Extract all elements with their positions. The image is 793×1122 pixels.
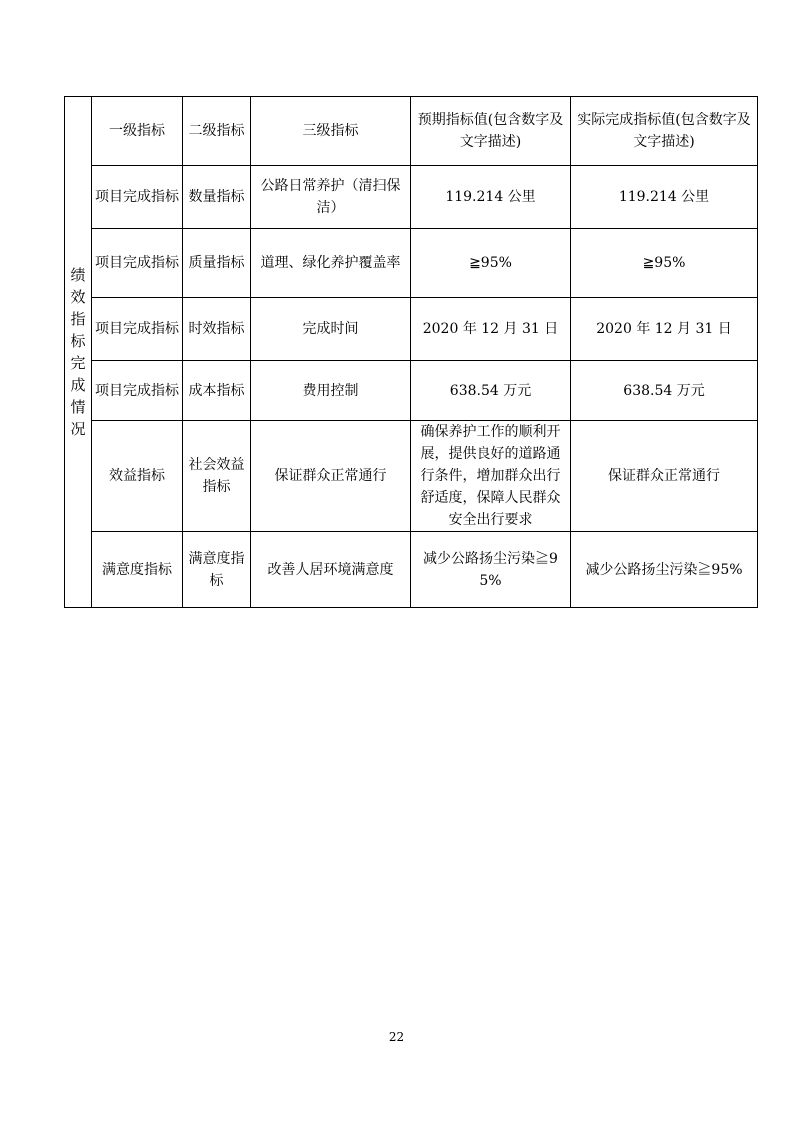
table-row <box>65 532 758 608</box>
cell-level1: 项目完成指标 <box>92 361 183 421</box>
header-level3: 三级指标 <box>251 97 411 166</box>
cell-actual: ≧95% <box>571 229 758 298</box>
cell-actual: 2020 年 12 月 31 日 <box>571 298 758 361</box>
cell-level2: 数量指标 <box>183 166 251 229</box>
table-row <box>65 421 758 532</box>
header-level2: 二级指标 <box>183 97 251 166</box>
cell-expected: 119.214 公里 <box>411 166 571 229</box>
cell-level2: 成本指标 <box>183 361 251 421</box>
performance-indicator-table <box>64 96 758 608</box>
cell-expected: 确保养护工作的顺利开展，提供良好的道路通行条件，增加群众出行舒适度，保障人民群众安全出行要求 <box>411 421 571 532</box>
cell-level1: 效益指标 <box>92 421 183 532</box>
cell-level3: 费用控制 <box>251 361 411 421</box>
header-expected: 预期指标值(包含数字及文字描述) <box>411 97 571 166</box>
side-label-cell <box>65 97 92 608</box>
cell-actual: 减少公路扬尘污染≧95% <box>571 532 758 608</box>
cell-actual: 638.54 万元 <box>571 361 758 421</box>
cell-level3: 公路日常养护（清扫保洁） <box>251 166 411 229</box>
cell-level2: 满意度指标 <box>183 532 251 608</box>
header-level1: 一级指标 <box>92 97 183 166</box>
cell-level1: 满意度指标 <box>92 532 183 608</box>
cell-level1: 项目完成指标 <box>92 229 183 298</box>
cell-level3: 完成时间 <box>251 298 411 361</box>
cell-expected: 减少公路扬尘污染≧95% <box>411 532 571 608</box>
cell-level2: 时效指标 <box>183 298 251 361</box>
table-row <box>65 298 758 361</box>
cell-expected: ≧95% <box>411 229 571 298</box>
cell-actual: 保证群众正常通行 <box>571 421 758 532</box>
table-row <box>65 361 758 421</box>
page-number: 22 <box>388 1030 405 1044</box>
cell-expected: 638.54 万元 <box>411 361 571 421</box>
cell-actual: 119.214 公里 <box>571 166 758 229</box>
cell-level3: 保证群众正常通行 <box>251 421 411 532</box>
table-row <box>65 229 758 298</box>
cell-level3: 道理、绿化养护覆盖率 <box>251 229 411 298</box>
cell-level2: 质量指标 <box>183 229 251 298</box>
table-row <box>65 166 758 229</box>
cell-level3: 改善人居环境满意度 <box>251 532 411 608</box>
cell-level2: 社会效益指标 <box>183 421 251 532</box>
header-actual: 实际完成指标值(包含数字及文字描述) <box>571 97 758 166</box>
cell-level1: 项目完成指标 <box>92 298 183 361</box>
cell-level1: 项目完成指标 <box>92 166 183 229</box>
table-header-row <box>65 97 758 166</box>
cell-expected: 2020 年 12 月 31 日 <box>411 298 571 361</box>
side-label: 绩效指标完成情况 <box>70 266 86 438</box>
